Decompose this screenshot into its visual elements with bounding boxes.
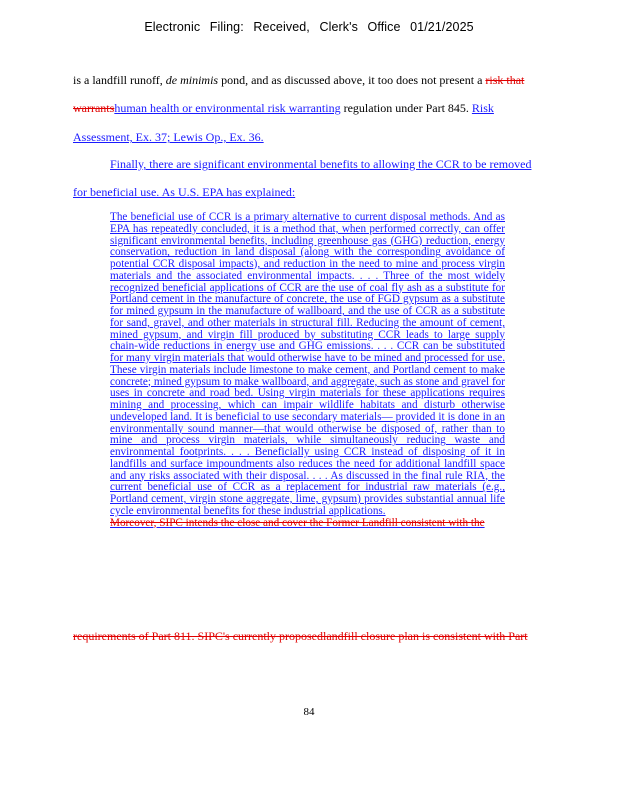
italic-term: de minimis (165, 73, 219, 87)
paragraph-finally-line-2: for beneficial use. As U.S. EPA has explained: (73, 185, 296, 199)
quote-text: The beneficial use of CCR is a primary alternative to current disposal methods. And as EPA has repeatedly concluded, it is a method that, when performed correctly, can offer significant environmental benefits, including greenhouse gas (GHG) reduction, energy conservation, reduction in land disposal (along with the corresponding avoidance of potential CCR disposal impacts), and reduction in the need to mine and process virgin materials and the associated environmental impacts. . . . Three of the most widely recognized beneficial applications of CCR are the use of coal fly ash as a substitute for Portland cement in the manufacture of concrete, the use of FGD gypsum as a substitute for mined gypsum in the manufacture of wallboard, and the use of CCR as a substitute for sand, gravel, and other materials in structural fill. Reducing the amount of cement, mined gypsum, and virgin fill produced by substituting CCR leads to large supply chain-wide reductions in energy use and GHG emissions. . . . CCR can be substituted for many virgin materials that would otherwise have to be mined and processed for use. These virgin materials include limestone to make cement, and Portland cement to make concrete; mined gypsum to make wallboard, and aggregate, such as stone and gravel for uses in concrete and road bed. Using virgin materials for these applications requires mining and processing, which can impair wildlife habitats and disturb otherwise undeveloped land. It is beneficial to use secondary materials— provided it is done in an environmentally sound manner—that would otherwise be disposed of, rather than to mine and process virgin materials, while simultaneously reducing waste and environmental footprints. . . . Beneficially using CCR instead of disposing of it in landfills and surface impoundments also reduces the need for additional landfill space and any risks associated with their disposal. . . . As discussed in the final rule RIA, the current beneficial use of CCR as a replacement for industrial raw materials (e.g., Portland cement, virgin stone aggregate, lime, gypsum) provides substantial annual life cycle environmental benefits for these industrial applications. (110, 211, 505, 517)
text-run: pond, and as discussed above, it too does not present a (221, 73, 483, 87)
deleted-last-line: requirements of Part 811. SIPC's currently proposedlandfill closure plan is consistent with Part (73, 629, 528, 643)
text-run: is a landfill runoff, (73, 73, 163, 87)
inserted-citation: Assessment, Ex. 37; Lewis Op., Ex. 36. (73, 130, 264, 144)
body-line-1 (73, 73, 524, 87)
block-quote (110, 212, 505, 529)
filing-stamp-header: Electronic Filing: Received, Clerk's Office 01/21/2025 (144, 20, 474, 34)
inserted-text: human health or environmental risk warranting (114, 101, 341, 115)
paragraph-finally-line-1: Finally, there are significant environmental benefits to allowing the CCR to be removed (110, 157, 532, 171)
deleted-text: warrants (73, 101, 115, 115)
deleted-text: risk that (485, 73, 525, 87)
page-number: 84 (303, 706, 315, 718)
body-line-2 (73, 101, 494, 115)
deleted-sentence: Moreover, SIPC intends the close and cover the Former Landfill consistent with the (110, 516, 485, 529)
body-line-3 (73, 130, 264, 144)
inserted-text: Risk (471, 101, 494, 115)
text-run: regulation under Part 845. (343, 101, 469, 115)
